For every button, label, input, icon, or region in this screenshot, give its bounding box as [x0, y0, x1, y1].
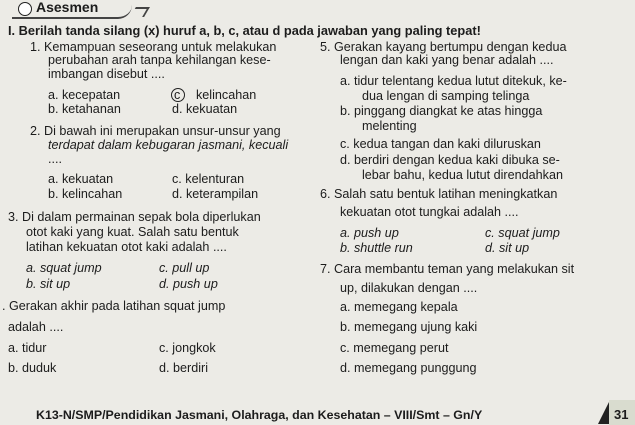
question-text: latihan kekuatan otot kaki adalah .... — [26, 240, 227, 254]
option-d[interactable]: d. berdiri — [159, 361, 208, 375]
question-text: 2. Di bawah ini merupakan unsur-unsur yang — [30, 124, 281, 138]
pencil-icon — [18, 2, 32, 16]
option-c[interactable]: c. kedua tangan dan kaki diluruskan — [340, 137, 541, 151]
question-text: perubahan arah tanpa kehilangan kese- — [48, 53, 271, 67]
option-d[interactable]: d. sit up — [485, 241, 530, 255]
option-b[interactable]: b. duduk — [8, 361, 57, 375]
question-text: up, dilakukan dengan .... — [340, 281, 478, 295]
option-d-cont: lebar bahu, kedua lutut direndahkan — [362, 168, 563, 182]
question-text: terdapat dalam kebugaran jasmani, kecuali — [48, 138, 289, 152]
option-a[interactable]: a. tidur — [8, 341, 47, 355]
question-text: .... — [48, 152, 62, 166]
question-text: adalah .... — [8, 320, 64, 334]
option-c[interactable]: c. pull up — [159, 261, 210, 275]
question-text: 3. Di dalam permainan sepak bola diperlukan — [8, 210, 261, 224]
option-a[interactable]: a. tidur telentang kedua lutut ditekuk, ke- — [340, 74, 567, 88]
option-a[interactable]: a. kecepatan — [48, 88, 121, 102]
option-b[interactable]: b. ketahanan — [48, 102, 121, 116]
question-text: . Gerakan akhir pada latihan squat jump — [2, 299, 226, 313]
option-b-cont: melenting — [362, 119, 417, 133]
question-text: imbangan disebut .... — [48, 67, 165, 81]
option-d[interactable]: d. memegang punggung — [340, 361, 477, 375]
option-b[interactable]: b. pinggang diangkat ke atas hingga — [340, 104, 543, 118]
option-c-letter: c — [174, 88, 181, 102]
option-c[interactable]: c. jongkok — [159, 341, 216, 355]
question-text: lengan dan kaki yang benar adalah .... — [340, 53, 554, 67]
option-b[interactable]: b. kelincahan — [48, 187, 123, 201]
assessment-title: Asesmen — [36, 0, 99, 15]
question-text: 5. Gerakan kayang bertumpu dengan kedua — [320, 40, 567, 54]
option-d[interactable]: d. push up — [159, 277, 218, 291]
question-text: 6. Salah satu bentuk latihan meningkatkan — [320, 187, 558, 201]
option-b[interactable]: b. sit up — [26, 277, 71, 291]
option-a[interactable]: a. push up — [340, 226, 399, 240]
option-b[interactable]: b. memegang ujung kaki — [340, 320, 478, 334]
question-text: 1. Kemampuan seseorang untuk melakukan — [30, 40, 277, 54]
question-text: 7. Cara membantu teman yang melakukan sit — [320, 262, 575, 276]
question-text: otot kaki yang kuat. Salah satu bentuk — [26, 225, 239, 239]
option-a[interactable]: a. squat jump — [26, 261, 102, 275]
option-b[interactable]: b. shuttle run — [340, 241, 413, 255]
footer-text: K13-N/SMP/Pendidikan Jasmani, Olahraga, dan Kesehatan – VIII/Smt – Gn/Y — [36, 408, 483, 422]
section-instruction: I. Berilah tanda silang (x) huruf a, b, c, atau d pada jawaban yang paling tepat! — [8, 23, 481, 38]
option-d[interactable]: d. keterampilan — [172, 187, 259, 201]
option-a-cont: dua lengan di samping telinga — [362, 89, 530, 103]
option-c[interactable]: c. memegang perut — [340, 341, 449, 355]
question-text: kekuatan otot tungkai adalah .... — [340, 205, 519, 219]
option-c[interactable]: c. squat jump — [485, 226, 560, 240]
option-d[interactable]: d. kekuatan — [172, 102, 238, 116]
option-c[interactable]: c. kelenturan — [172, 172, 245, 186]
option-c[interactable]: kelincahan — [196, 88, 257, 102]
option-a[interactable]: a. kekuatan — [48, 172, 114, 186]
option-a[interactable]: a. memegang kepala — [340, 300, 458, 314]
header-decoration — [130, 7, 150, 17]
option-d[interactable]: d. berdiri dengan kedua kaki dibuka se- — [340, 153, 560, 167]
page-number: 31 — [614, 407, 629, 422]
